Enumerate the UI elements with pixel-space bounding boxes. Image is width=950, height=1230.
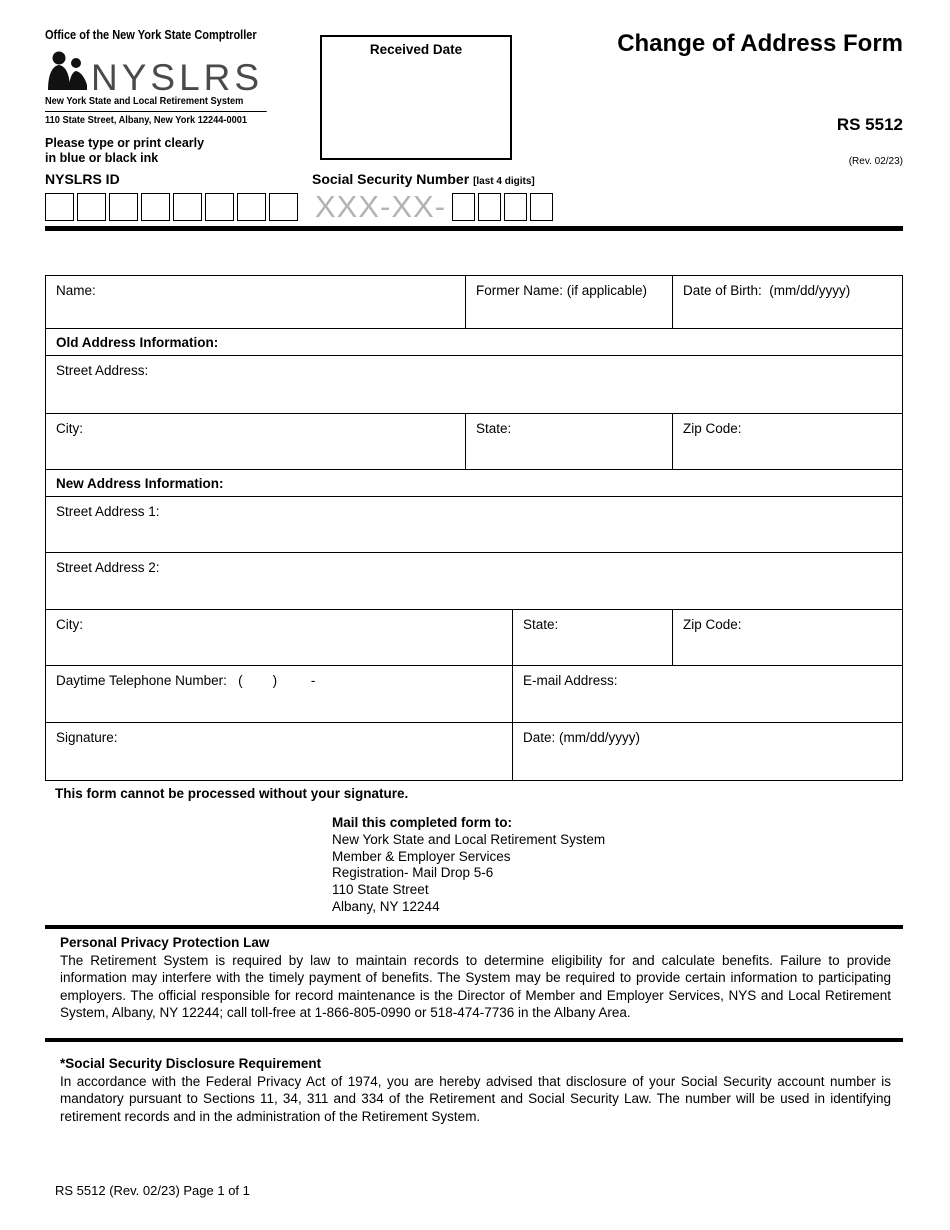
name-label: Name: — [56, 283, 96, 298]
section-divider-bar — [45, 925, 903, 929]
ssn-last4-note: [last 4 digits] — [473, 176, 535, 187]
agency-address: 110 State Street, Albany, New York 12244-0001 — [45, 111, 267, 126]
new-city-label: City: — [56, 617, 83, 632]
table-row — [46, 356, 902, 414]
ssn-label-text: Social Security Number — [312, 171, 470, 187]
former-name-label: Former Name: (if applicable) — [476, 283, 648, 298]
new-city-field-cell[interactable] — [46, 610, 513, 665]
header-divider-bar — [45, 226, 903, 231]
phone-label: Daytime Telephone Number: ( ) - — [56, 673, 316, 688]
nyslrs-id-box[interactable] — [109, 193, 138, 221]
phone-field-cell[interactable] — [46, 666, 513, 722]
nyslrs-id-box[interactable] — [205, 193, 234, 221]
date-label: Date: (mm/dd/yyyy) — [523, 730, 641, 745]
signature-label: Signature: — [56, 730, 118, 745]
section-divider-bar — [45, 1038, 903, 1042]
former-name-field-cell[interactable] — [466, 276, 673, 328]
name-field-cell[interactable] — [46, 276, 466, 328]
ssn-last4-box[interactable] — [530, 193, 553, 221]
old-zip-field-cell[interactable] — [673, 414, 902, 469]
nyslrs-id-box[interactable] — [237, 193, 266, 221]
ssn-disclosure-heading: *Social Security Disclosure Requirement — [60, 1056, 322, 1071]
table-row — [46, 470, 902, 497]
logo-subtitle: New York State and Local Retirement System — [45, 95, 244, 107]
old-city-field-cell[interactable] — [46, 414, 466, 469]
old-address-section-header: Old Address Information: — [56, 334, 219, 350]
nyslrs-logo-text: NYSLRS — [91, 56, 264, 98]
mailing-line: Registration- Mail Drop 5-6 — [332, 865, 494, 881]
old-state-field-cell[interactable] — [466, 414, 673, 469]
new-street1-label: Street Address 1: — [56, 504, 160, 519]
nyslrs-id-label: NYSLRS ID — [45, 171, 120, 187]
signature-field-cell[interactable] — [46, 723, 513, 780]
mailing-line: 110 State Street — [332, 882, 429, 898]
nyslrs-id-box[interactable] — [173, 193, 202, 221]
form-number: RS 5512 — [836, 115, 903, 134]
new-state-label: State: — [523, 617, 559, 632]
old-city-label: City: — [56, 421, 83, 436]
table-row — [46, 553, 902, 610]
old-street-label: Street Address: — [56, 363, 149, 378]
email-label: E-mail Address: — [523, 673, 618, 688]
nyslrs-id-boxes — [45, 193, 301, 221]
print-instructions — [45, 136, 204, 166]
ssn-prefix: XXX-XX- — [315, 189, 447, 224]
nyslrs-id-box[interactable] — [45, 193, 74, 221]
table-row — [46, 666, 902, 723]
nyslrs-logo — [45, 50, 264, 98]
ssn-label — [312, 171, 535, 187]
id-ssn-boxes-row — [45, 189, 556, 224]
new-street1-field-cell[interactable] — [46, 497, 902, 552]
dob-field-cell[interactable] — [673, 276, 902, 328]
new-street2-label: Street Address 2: — [56, 560, 160, 575]
print-instructions-line1: Please type or print clearly — [45, 136, 205, 150]
ssn-last4-box[interactable] — [478, 193, 501, 221]
received-date-label: Received Date — [369, 42, 463, 57]
mailing-heading: Mail this completed form to: — [332, 815, 513, 830]
privacy-law-heading: Personal Privacy Protection Law — [60, 935, 270, 950]
form-revision: (Rev. 02/23) — [848, 156, 903, 167]
old-state-label: State: — [476, 421, 512, 436]
mailing-line: Member & Employer Services — [332, 848, 511, 864]
dob-label: Date of Birth: (mm/dd/yyyy) — [683, 283, 851, 298]
old-street-field-cell[interactable] — [46, 356, 902, 413]
signature-required-note: This form cannot be processed without your signature. — [55, 786, 409, 801]
print-instructions-line2: in blue or black ink — [45, 150, 159, 165]
nyslrs-id-box[interactable] — [269, 193, 298, 221]
table-row — [46, 497, 902, 553]
new-address-section-header: New Address Information: — [56, 475, 224, 491]
table-row — [46, 276, 902, 329]
date-field-cell[interactable] — [513, 723, 902, 780]
new-street2-field-cell[interactable] — [46, 553, 902, 609]
ssn-last4-box[interactable] — [452, 193, 475, 221]
nyslrs-id-box[interactable] — [141, 193, 170, 221]
old-zip-label: Zip Code: — [683, 421, 742, 436]
new-zip-label: Zip Code: — [683, 617, 742, 632]
form-title: Change of Address Form — [617, 30, 903, 57]
page-footer: RS 5512 (Rev. 02/23) Page 1 of 1 — [55, 1183, 250, 1198]
mailing-line: New York State and Local Retirement System — [332, 831, 606, 847]
ssn-last4-box[interactable] — [504, 193, 527, 221]
new-zip-field-cell[interactable] — [673, 610, 902, 665]
table-row — [46, 414, 902, 470]
nyslrs-figure-icon — [45, 50, 87, 95]
ssn-disclosure-body: In accordance with the Federal Privacy Act of 1974, you are hereby advised that disclosure of your Social Security account number is mandatory pursuant to Sections 11, 34, 311 and 334 of the Retirement and Social Security Law. The number will be used in identifying retirement records and in the administration of the Retirement System. — [60, 1074, 891, 1124]
table-row — [46, 610, 902, 666]
table-row — [46, 329, 902, 356]
table-row — [46, 723, 902, 780]
received-date-box — [320, 35, 512, 160]
privacy-law-body: The Retirement System is required by law to maintain records to determine eligibility for and calculate benefits. Failure to provide information may interfere with the timely payment of benefits. The System may be required to provide certain information to participating employers. The official responsible for record maintenance is the Director of Member and Employer Services, NYS and Local Retirement System, Albany, NY 12244; call toll-free at 1-866-805-0990 or 518-474-7736 in the Albany Area. — [60, 953, 891, 1021]
new-state-field-cell[interactable] — [513, 610, 673, 665]
mailing-instructions — [332, 815, 605, 916]
mailing-line: Albany, NY 12244 — [332, 898, 440, 914]
ssn-boxes — [452, 193, 556, 221]
agency-name: Office of the New York State Comptroller — [45, 28, 257, 42]
email-field-cell[interactable] — [513, 666, 902, 722]
nyslrs-id-box[interactable] — [77, 193, 106, 221]
address-form-table — [45, 275, 903, 781]
